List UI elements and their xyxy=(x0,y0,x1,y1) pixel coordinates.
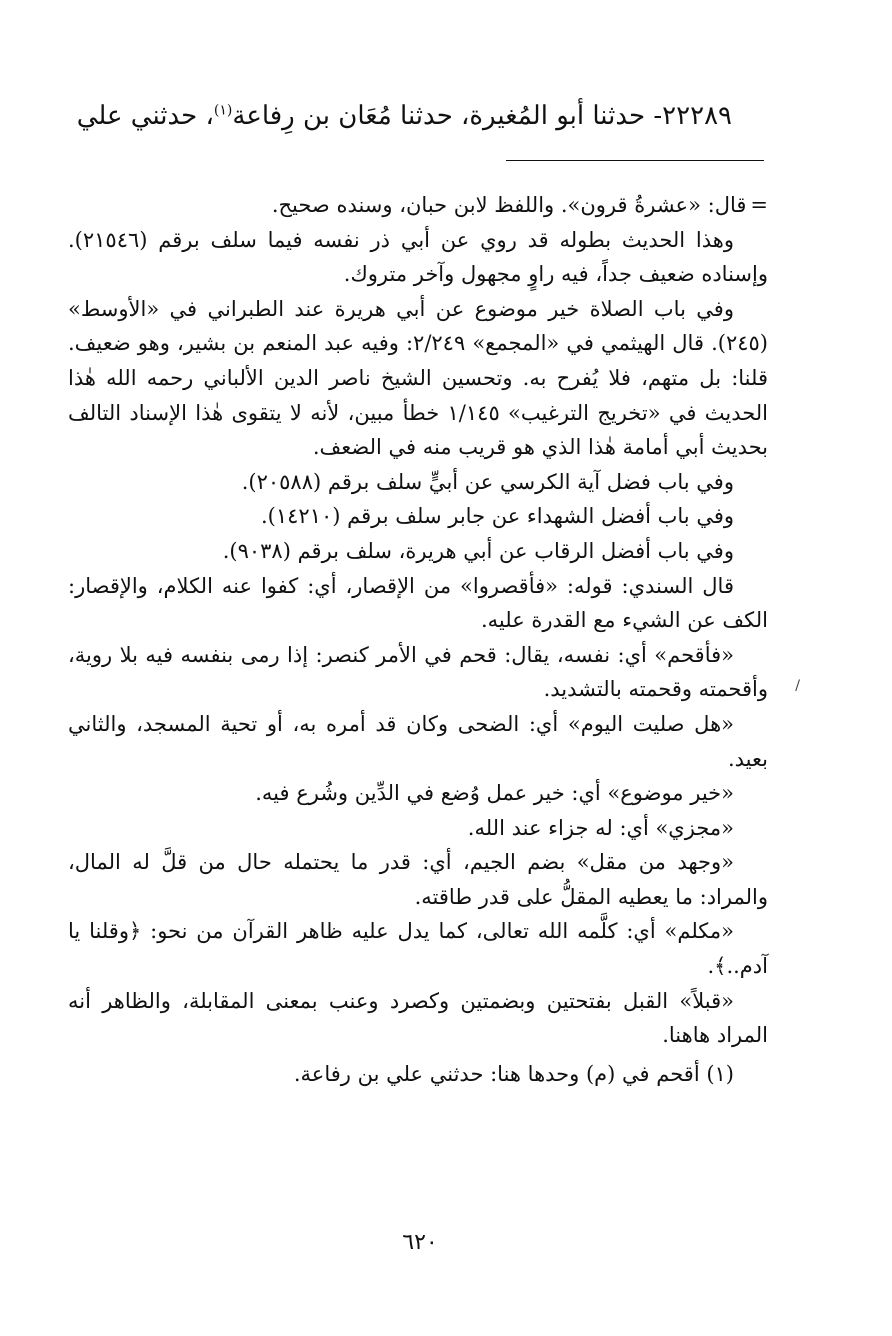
hadith-number: ٢٢٢٨٩- xyxy=(653,101,732,131)
note-paragraph: «فأقحم» أي: نفسه، يقال: قحم في الأمر كنصر: إذا رمى بنفسه فيه بلا روية، وأقحمته وقحمته بالتشديد. xyxy=(68,642,768,702)
note-paragraph: «قبلاً» القبل بفتحتين وبضمتين وكصرد وعنب بمعنى المقابلة، والظاهر أنه المراد هاهنا. xyxy=(68,988,768,1048)
note-paragraph: «هل صليت اليوم» أي: الضحى وكان قد أمره به، أو تحية المسجد، والثاني بعيد. xyxy=(68,711,768,771)
hadith-chain-text: حدثنا أبو المُغيرة، حدثنا مُعَان بن رِفاعة xyxy=(232,101,646,131)
footnote-separator-line xyxy=(506,160,764,161)
note-paragraph: وفي باب الصلاة خير موضوع عن أبي هريرة عند الطبراني في «الأوسط» (٢٤٥). قال الهيثمي في «المجمع» ٢/٢٤٩: وفيه عبد المنعم بن بشير، وهو ضعيف. قلنا: بل متهم، فلا يُفرح به. وتحسين الشيخ ناصر الدين الألباني رحمه الله هٰذا الحديث في «تخريج الترغيب» ١/١٤٥ خطأ مبين، لأنه لا يتقوى هٰذا الإسناد التالف بحديث أبي أمامة هٰذا الذي هو قريب منه في الضعف. xyxy=(68,296,769,460)
note-paragraph: قال السندي: قوله: «فأقصروا» من الإقصار، أي: كفوا عنه الكلام، والإقصار: الكف عن الشيء مع القدرة عليه. xyxy=(68,573,768,633)
note-paragraph: «خير موضوع» أي: خير عمل وُضع في الدِّين وشُرع فيه. xyxy=(255,781,734,806)
note-paragraph: وهذا الحديث بطوله قد روي عن أبي ذر نفسه فيما سلف برقم (٢١٥٤٦). وإسناده ضعيف جداً، فيه راوٍ مجهول وآخر متروك. xyxy=(68,227,768,287)
hadith-chain-continuation: ، حدثني علي xyxy=(76,101,214,131)
hadith-heading xyxy=(32,96,732,136)
note-paragraph: وفي باب أفضل الرقاب عن أبي هريرة، سلف برقم (٩٠٣٨). xyxy=(222,538,734,563)
footnote-reference: (١) xyxy=(213,102,233,119)
continuation-marker: = xyxy=(750,193,768,217)
page-number: ٦٢٠ xyxy=(402,1230,438,1255)
scan-mark xyxy=(795,679,804,692)
note-paragraph: «وجهد من مقل» بضم الجيم، أي: قدر ما يحتمله حال من قلَّ له المال، والمراد: ما يعطيه المقلُّ على قدر طاقته. xyxy=(68,850,768,909)
note-paragraph: وفي باب فضل آية الكرسي عن أبيٍّ سلف برقم (٢٠٥٨٨). xyxy=(241,469,734,494)
note-paragraph: وفي باب أفضل الشهداء عن جابر سلف برقم (١٤٢١٠). xyxy=(261,504,734,529)
footnotes-section xyxy=(68,188,768,1091)
note-paragraph: «مكلم» أي: كلَّمه الله تعالى، كما يدل عليه ظاهر القرآن من نحو: ﴿وقلنا يا آدم..﴾. xyxy=(68,919,768,979)
note-paragraph: «مجزي» أي: له جزاء عند الله. xyxy=(467,815,734,840)
note-paragraph: =قال: «عشرةُ قرون». واللفظ لابن حبان، وسنده صحيح. xyxy=(271,193,768,217)
footnote-text: (١) أقحم في (م) وحدها هنا: حدثني علي بن رفاعة. xyxy=(293,1061,734,1086)
